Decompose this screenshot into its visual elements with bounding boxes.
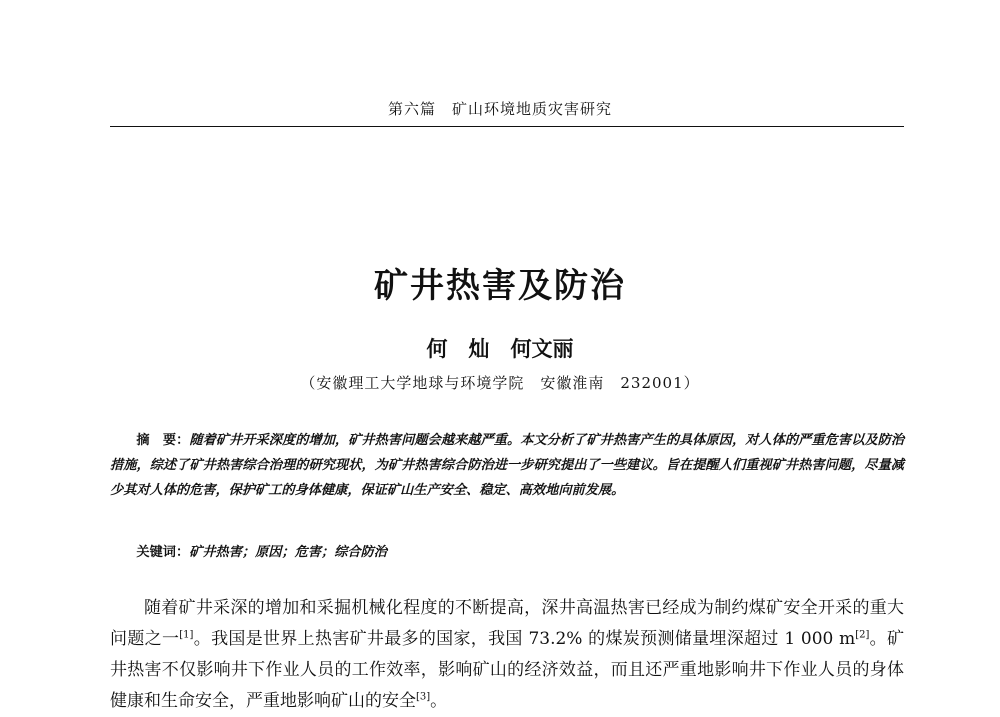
authors: 何 灿 何文丽 xyxy=(426,336,574,361)
keywords xyxy=(110,541,904,560)
citation-ref-3: [3] xyxy=(416,691,431,703)
running-header: 第六篇 矿山环境地质灾害研究 xyxy=(387,100,612,118)
header-rule xyxy=(110,126,904,127)
abstract-label: 摘 要： xyxy=(136,433,190,448)
body-text-part-1: 随着矿井采深的增加和采掘机械化程度的不断提高，深井高温热害已经成为制约煤矿安全开采的重大问题之一 xyxy=(110,598,904,649)
citation-ref-1: [1] xyxy=(179,629,194,641)
body-text-part-2: 。我国是世界上热害矿井最多的国家，我国 73.2% 的煤炭预测储量埋深超过 1 000 m xyxy=(193,629,856,649)
body-text-part-3: 。矿井热害不仅影响井下作业人员的工作效率，影响矿山的经济效益，而且还严重地影响井下作业人员的身体健康和生命安全，严重地影响矿山的安全 xyxy=(110,629,904,711)
affiliation: （安徽理工大学地球与环境学院 安徽淮南 232001） xyxy=(300,374,700,392)
abstract-text: 随着矿井开采深度的增加，矿井热害问题会越来越严重。本文分析了矿井热害产生的具体原因，对人体的严重危害以及防治措施，综述了矿井热害综合治理的研究现状，为矿井热害综合防治进一步研究提出了一些建议。旨在提醒人们重视矿井热害问题，尽量减少其对人体的危害，保护矿工的身体健康，保证矿山生产安全、稳定、高效地向前发展。 xyxy=(110,433,905,498)
paper-title: 矿井热害及防治 xyxy=(374,266,626,306)
citation-ref-2: [2] xyxy=(855,629,870,641)
body-text-part-4: 。 xyxy=(430,691,448,711)
abstract xyxy=(110,428,904,503)
body-paragraph xyxy=(110,593,904,717)
keywords-text: 矿井热害；原因；危害；综合防治 xyxy=(189,545,387,560)
keywords-label: 关键词： xyxy=(136,545,190,560)
